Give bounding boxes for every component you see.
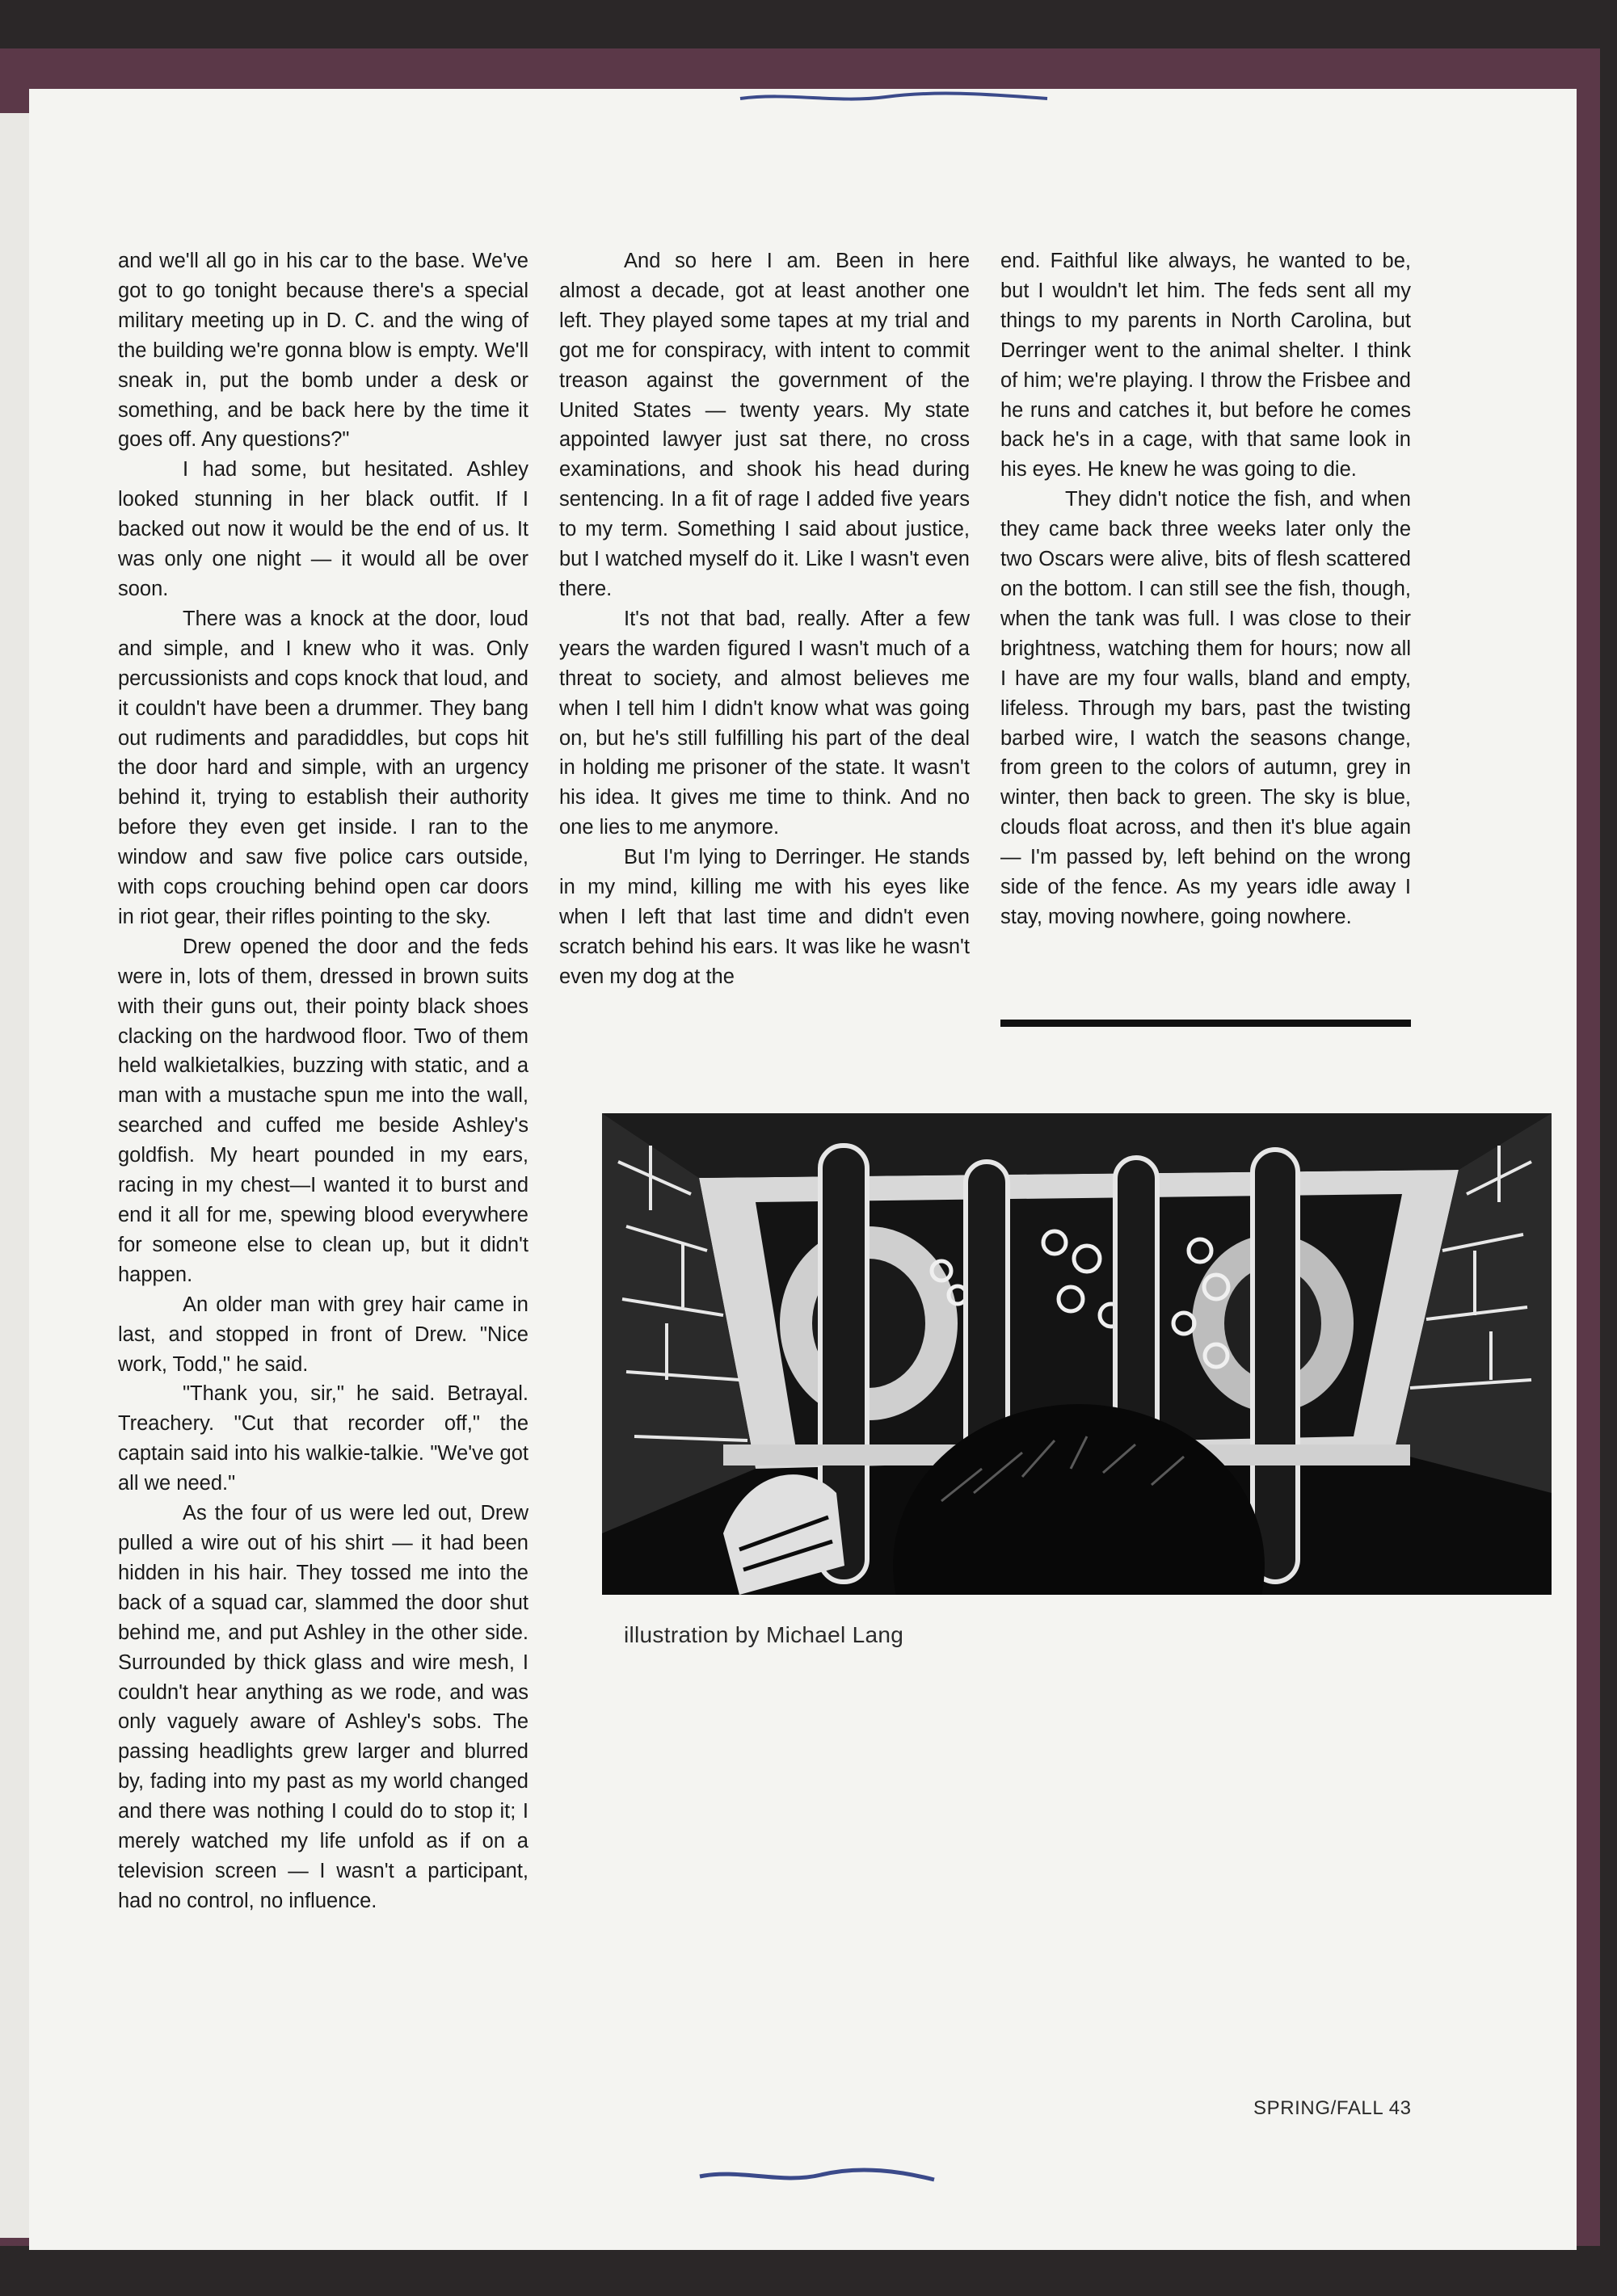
paragraph: end. Faithful like always, he wanted to be, but I wouldn't let him. The feds sent all my things to my parents in North Carolina, but Derringer went to the animal shelter. I think of him; we're playing. I throw the Frisbee and he runs and catches it, but before he comes back he's in a cage, with that same look in his eyes. He knew he was going to die. (1000, 250, 1411, 481)
top-ink-mark (724, 89, 1063, 107)
page-number: 43 (1388, 2097, 1412, 2119)
bottom-ink-mark (692, 2165, 950, 2189)
paragraph: And so here I am. Been in here almost a decade, got at least another one left. They played some tapes at my trial and got me for conspiracy, with intent to commit treason against the government of the United States — twenty years. My state appointed lawyer just sat there, no cross examinations, and shook his head during sentencing. In a fit of rage I added five years to my term. Something I said about justice, but I watched myself do it. Like I wasn't even there. (559, 250, 970, 600)
publication-name: SPRING/FALL (1253, 2097, 1383, 2119)
paragraph: They didn't notice the fish, and when they came back three weeks later only the two Oscars were alive, bits of flesh scattered on the bottom. I can still see the fish, though, when the tank was full. I was close to their brightness, watching them for hours; now all I have are my four walls, bland and empty, lifeless. Through my bars, past the twisting barbed wire, I watch the seasons change, from green to the colors of autumn, grey in winter, then back to green. The sky is blue, clouds float across, and then it's blue again — I'm passed by, left behind on the wrong side of the fence. As my years idle away I stay, moving nowhere, going nowhere. (1000, 488, 1411, 928)
prison-bars-illustration (602, 1113, 1552, 1595)
paragraph: There was a knock at the door, loud and simple, and I knew who it was. Only percussionists and cops knock that loud, and it couldn't have been a drummer. They bang out rudiments and paradiddles, but cops hit the door hard and simple, with an urgency behind it, trying to establish their authority before they even get inside. I ran to the window and saw five police cars outside, with cops crouching behind open car doors in riot gear, their rifles pointing to the sky. (118, 607, 528, 928)
illustration-artwork (602, 1113, 1552, 1595)
paragraph: and we'll all go in his car to the base. We've got to go tonight because there's a special military meeting up in D. C. and the wing of the building we're gonna blow is empty. We'll sneak in, put the bomb under a desk or something, and be back here by the time it goes off. Any questions?" (118, 250, 528, 452)
end-of-story-rule (1000, 1020, 1411, 1027)
paragraph: Drew opened the door and the feds were in, lots of them, dressed in brown suits with their guns out, their pointy black shoes clacking on the hardwood floor. Two of them held walkietalkies, buzzing with static, and a man with a mustache spun me into the wall, searched and cuffed me beside Ashley's goldfish. My heart pounded in my ears, racing in my chest—I wanted it to burst and end it all for me, spewing blood everywhere for someone else to clean up, but it didn't happen. (118, 935, 528, 1286)
paragraph: But I'm lying to Derringer. He stands in my mind, killing me with his eyes like when I left that last time and didn't even scratch behind his ears. It was like he wasn't even my dog at the (559, 846, 970, 988)
magazine-page (29, 89, 1577, 2250)
paragraph: I had some, but hesitated. Ashley looked stunning in her black outfit. If I backed out now it would be the end of us. It was only one night — it would all be over soon. (118, 458, 528, 600)
paragraph: "Thank you, sir," he said. Betrayal. Treachery. "Cut that recorder off," the captain said into his walkie-talkie. "We've got all we need." (118, 1382, 528, 1495)
paragraph: An older man with grey hair came in last, and stopped in front of Drew. "Nice work, Todd," he said. (118, 1293, 528, 1376)
paragraph: It's not that bad, really. After a few years the warden figured I wasn't much of a threat to society, and almost believes me when I tell him I didn't know what was going on, but he's still fulfilling his part of the deal in holding me prisoner of the state. It wasn't his idea. It gives me time to think. And no one lies to me anymore. (559, 607, 970, 839)
article-column-1 (118, 246, 528, 1916)
paragraph: As the four of us were led out, Drew pulled a wire out of his shirt — it had been hidden in his hair. They tossed me into the back of a squad car, slammed the door shut behind me, and put Ashley in the other side. Surrounded by thick glass and wire mesh, I couldn't hear anything as we rode, and was only vaguely aware of Ashley's sobs. The passing headlights grew larger and blurred by, fading into my past as my world changed and there was nothing I could do to stop it; I merely watched my life unfold as if on a television screen — I wasn't a participant, had no control, no influence. (118, 1502, 528, 1912)
article-column-3 (1000, 246, 1411, 932)
page-footer (1253, 2097, 1412, 2120)
illustration-caption: illustration by Michael Lang (624, 1622, 904, 1647)
left-page-edge (0, 113, 32, 2238)
article-column-2 (559, 246, 970, 992)
